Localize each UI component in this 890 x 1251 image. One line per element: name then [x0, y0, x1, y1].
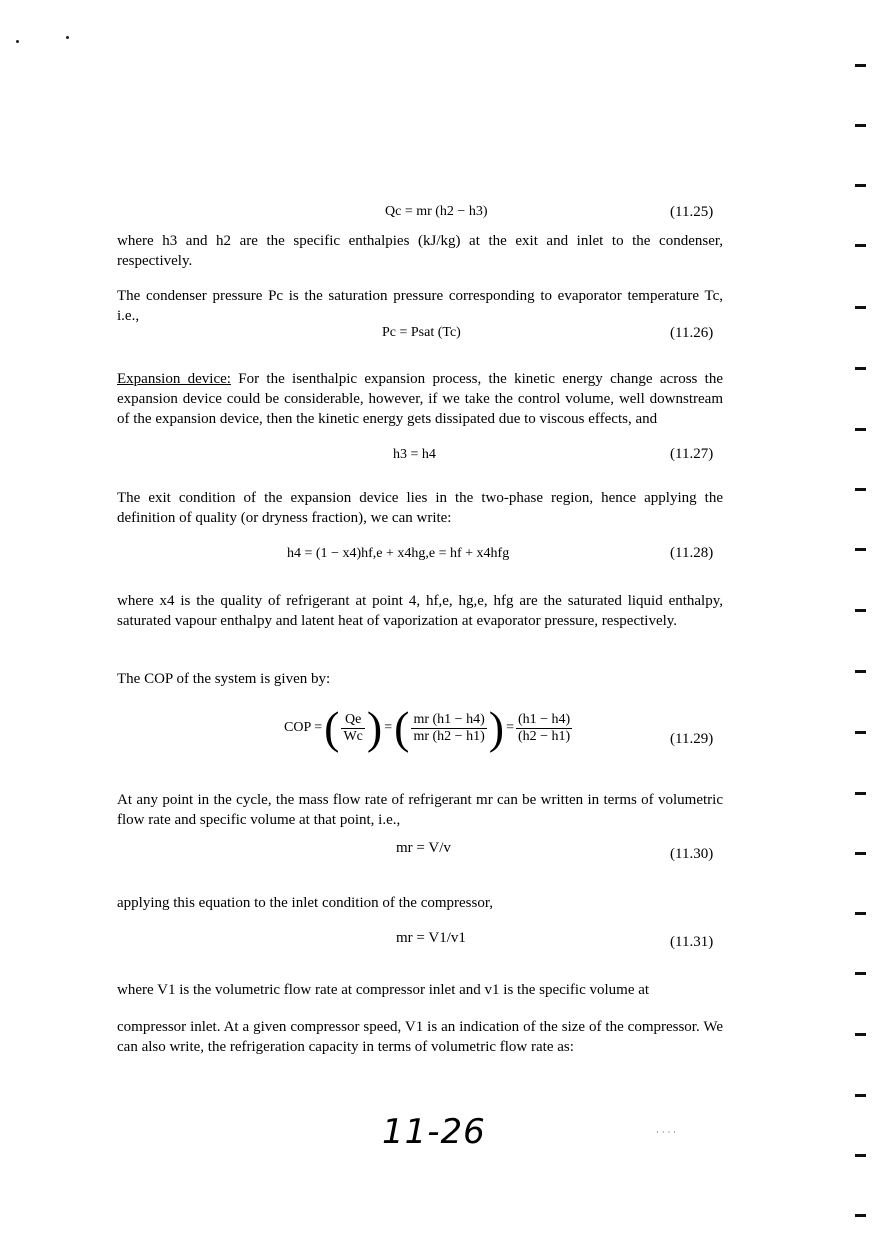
heading-expansion-device: Expansion device:	[117, 371, 231, 387]
scan-noise-mark: · · · ·	[656, 1128, 677, 1138]
margin-mark	[855, 670, 866, 673]
margin-mark	[855, 1214, 866, 1217]
equation-number-11-26: (11.26)	[670, 325, 714, 341]
equation-11-30-rhs: V/v	[428, 840, 451, 856]
margin-mark	[855, 1154, 866, 1157]
paragraph-exit-condition: The exit condition of the expansion device lies in the two-phase region, hence applying the definition of quality (or dryness fraction), we can write:	[117, 490, 723, 526]
paragraph-cop-intro: The COP of the system is given by:	[117, 671, 331, 687]
margin-mark	[855, 972, 866, 975]
margin-mark	[855, 367, 866, 370]
margin-mark	[855, 912, 866, 915]
paragraph-compressor-inlet: applying this equation to the inlet condition of the compressor,	[117, 895, 493, 911]
margin-mark	[855, 64, 866, 67]
paragraph-enthalpy-definition: where h3 and h2 are the specific enthalpies (kJ/kg) at the exit and inlet to the condenser, respectively.	[117, 233, 723, 269]
margin-mark	[855, 306, 866, 309]
margin-mark	[855, 124, 866, 127]
paren-left-2: (	[394, 702, 410, 753]
equation-11-25: Qc = mr (h2 − h3)	[385, 204, 488, 219]
cop-fraction-1-denominator: Wc	[343, 728, 363, 744]
equation-11-30	[396, 840, 451, 857]
equation-11-31-lhs: mr =	[396, 930, 429, 946]
paragraph-quality-definition: where x4 is the quality of refrigerant at point 4, hf,e, hg,e, hfg are the saturated liquid enthalpy, saturated vapour enthalpy and latent heat of vaporization at evaporator pressure, respectively.	[117, 593, 723, 629]
cop-fraction-3-denominator: (h2 − h1)	[517, 728, 571, 744]
equation-11-26: Pc = Psat (Tc)	[382, 325, 461, 340]
margin-mark	[855, 1033, 866, 1036]
equation-11-31-rhs: V1/v1	[428, 930, 466, 946]
margin-mark	[855, 184, 866, 187]
margin-mark	[855, 731, 866, 734]
margin-mark	[855, 548, 866, 551]
equals-sign-1: =	[384, 720, 393, 735]
margin-mark	[855, 852, 866, 855]
cop-fraction-1	[341, 712, 364, 745]
paren-right-2: )	[488, 702, 505, 753]
paragraph-compressor-size: compressor inlet. At a given compressor speed, V1 is an indication of the size of the compressor. We can also write, the refrigeration capacity in terms of volumetric flow rate as:	[117, 1019, 723, 1055]
paragraph-volumetric-flow: where V1 is the volumetric flow rate at compressor inlet and v1 is the specific volume at	[117, 982, 650, 998]
page-number: 11-26	[382, 1112, 486, 1152]
paragraph-condenser-pressure: The condenser pressure Pc is the saturation pressure corresponding to evaporator temperature Tc, i.e.,	[117, 288, 723, 324]
equals-sign-2: =	[506, 720, 514, 735]
margin-mark	[855, 792, 866, 795]
equation-number-11-29: (11.29)	[670, 731, 714, 747]
margin-mark	[855, 1094, 866, 1097]
equation-11-30-lhs: mr =	[396, 840, 429, 856]
paren-right-1: )	[366, 702, 383, 753]
cop-fraction-3	[516, 712, 572, 745]
paren-left-1: (	[324, 702, 340, 753]
equation-11-28: h4 = (1 − x4)hf,e + x4hg,e = hf + x4hfg	[287, 546, 510, 561]
paragraph-expansion-device	[117, 369, 723, 429]
cop-lhs: COP =	[284, 720, 323, 735]
cop-fraction-2	[411, 712, 486, 745]
margin-mark	[855, 609, 866, 612]
scan-dot	[16, 40, 19, 43]
equation-number-11-25: (11.25)	[670, 204, 714, 220]
equation-number-11-31: (11.31)	[670, 934, 714, 950]
cop-fraction-2-denominator: mr (h2 − h1)	[413, 728, 485, 744]
equation-number-11-27: (11.27)	[670, 446, 714, 462]
equation-11-27: h3 = h4	[393, 447, 436, 462]
equation-11-29	[284, 702, 572, 753]
scan-dot	[66, 36, 69, 39]
margin-mark	[855, 488, 866, 491]
paragraph-expansion-device-text: For the isenthalpic expansion process, the kinetic energy change across the expansion device could be considerable, however, if we take the control volume, well downstream of the expansion device, then the kinetic energy gets dissipated due to viscous effects, and	[117, 371, 723, 427]
cop-fraction-1-numerator: Qe	[341, 712, 364, 729]
margin-mark	[855, 244, 866, 247]
margin-mark	[855, 428, 866, 431]
cop-fraction-2-numerator: mr (h1 − h4)	[413, 711, 485, 727]
equation-number-11-28: (11.28)	[670, 545, 714, 561]
cop-fraction-3-numerator: (h1 − h4)	[517, 711, 571, 727]
equation-number-11-30: (11.30)	[670, 846, 714, 862]
paragraph-mass-flow-rate: At any point in the cycle, the mass flow rate of refrigerant mr can be written in terms of volumetric flow rate and specific volume at that point, i.e.,	[117, 792, 723, 828]
equation-11-31	[396, 930, 466, 947]
